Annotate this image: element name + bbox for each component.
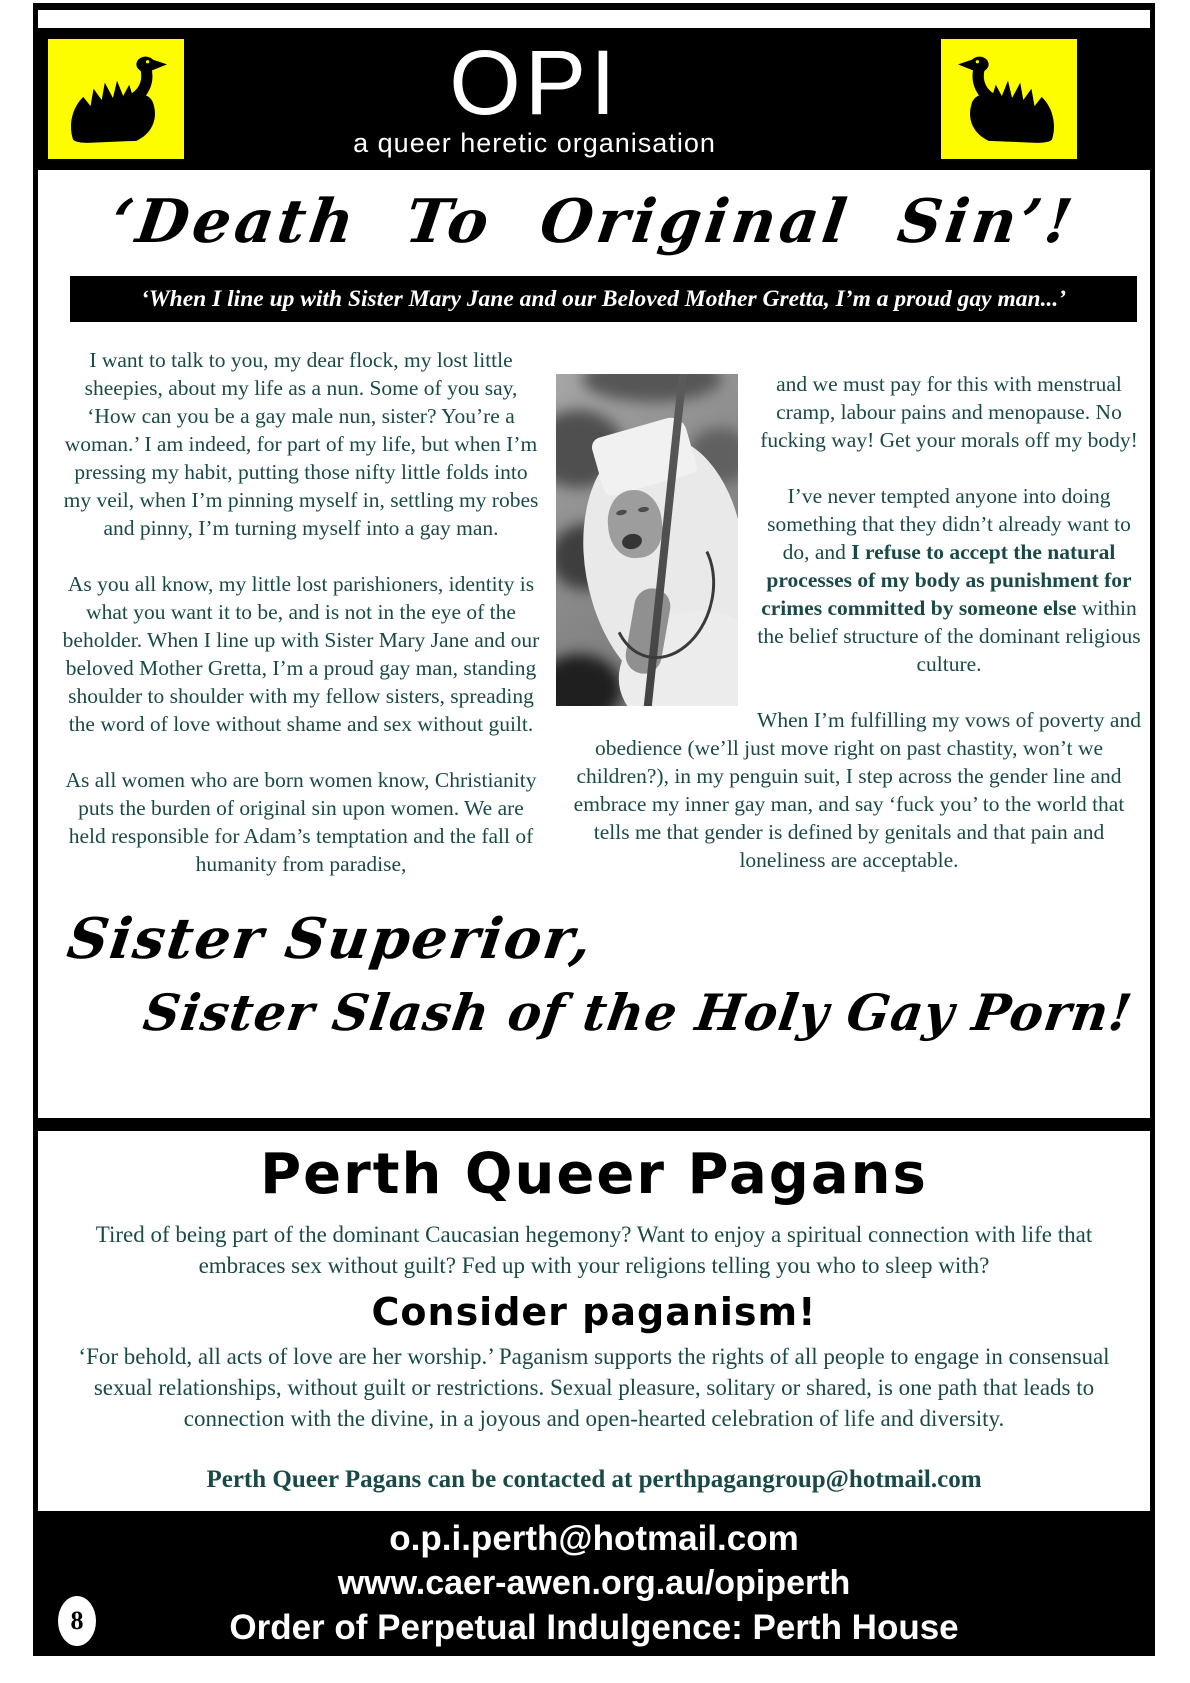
black-swan-icon (952, 48, 1066, 150)
org-title: OPI (449, 32, 620, 134)
paragraph-text: within the belief structure of the dominant religious culture. (757, 596, 1141, 676)
pagans-title: Perth Queer Pagans (260, 1142, 928, 1207)
pagans-section (38, 1131, 1150, 1511)
paragraph: As you all know, my little lost parishioners, identity is what you want it to be, and is not in the eye of the beholder. When I line up with Sister Mary Jane and our beloved Mother Gretta, I’m a proud gay man, standing shoulder to shoulder with my fellow sisters, spreading the word of love without shame and sex without guilt. (62, 572, 540, 736)
paragraph: and we must pay for this with menstrual cramp, labour pains and menopause. No fucking way! Get your morals off my body! (760, 372, 1138, 452)
signature-sister-slash: Sister Slash of the Holy Gay Porn! (139, 983, 1137, 1042)
headline: ‘Death To Original Sin’! (107, 187, 1081, 257)
pagans-subheading: Consider paganism! (371, 1290, 817, 1334)
paragraph-text: I’ve never tempted anyone into doing something that they didn’t already want to do, and (767, 484, 1131, 564)
page-number-badge (58, 1596, 96, 1646)
nun-photo (556, 374, 738, 706)
pagans-body: ‘For behold, all acts of love are her worship.’ Paganism supports the rights of all people to engage in consensual sexual relationships, without guilt or restrictions. Sexual pleasure, solitary or shared, is one path that leads to connection with the divine, in a joyous and open-hearted celebration of life and diversity. (78, 1344, 1110, 1431)
top-border-rule (33, 3, 1155, 10)
article-right-column (554, 346, 1144, 906)
pagans-intro: Tired of being part of the dominant Caucasian hegemony? Want to enjoy a spiritual connection with life that embraces sex without guilt? Fed up with your religions telling you who to sleep with? (95, 1222, 1093, 1278)
footer (38, 1511, 1150, 1656)
paragraph: As all women who are born women know, Christianity puts the burden of original sin upon women. We are held responsible for Adam’s temptation and the fall of humanity from paradise, (65, 768, 537, 876)
footer-org-name: Order of Perpetual Indulgence: Perth House (229, 1608, 959, 1647)
zine-page-frame (33, 10, 1155, 1656)
article-left-column (62, 346, 540, 906)
masthead-gap (38, 10, 1150, 28)
paragraph: When I’m fulfilling my vows of poverty and obedience (we’ll just move right on past chastity, won’t we children?), in my penguin suit, I step across the gender line and embrace my inner gay man, and say ‘fuck you’ to the world that tells me that gender is defined by genitals and that pain and loneliness are acceptable. (573, 708, 1141, 872)
photo-shape (582, 374, 722, 402)
section-divider (38, 1118, 1150, 1131)
pagans-contact: Perth Queer Pagans can be contacted at perthpagangroup@hotmail.com (206, 1466, 982, 1493)
quote-bar: ‘When I line up with Sister Mary Jane and our Beloved Mother Gretta, I’m a proud gay man...’ (70, 276, 1137, 322)
masthead (38, 28, 1150, 170)
photo-shape (556, 654, 622, 706)
footer-email: o.p.i.perth@hotmail.com (389, 1519, 799, 1558)
article (38, 332, 1150, 1118)
headline-band (38, 170, 1150, 274)
page-number: 8 (70, 1606, 84, 1635)
paragraph-bold-text: I refuse to accept the natural processes of my body as punishment for crimes committed by someone else (761, 540, 1132, 620)
swan-box-right (941, 39, 1077, 159)
org-subtitle: a queer heretic organisation (353, 128, 716, 158)
footer-website: www.caer-awen.org.au/opiperth (337, 1564, 851, 1602)
signature-sister-superior: Sister Superior, (63, 906, 598, 972)
paragraph: I want to talk to you, my dear flock, my lost little sheepies, about my life as a nun. Some of you say, ‘How can you be a gay male nun, sister? You’re a woman.’ I am indeed, for part of my life, but when I’m pressing my habit, putting those nifty little folds into my veil, when I’m pinning myself in, settling my robes and pinny, I’m turning myself into a gay man. (63, 348, 539, 540)
masthead-center (156, 32, 913, 158)
